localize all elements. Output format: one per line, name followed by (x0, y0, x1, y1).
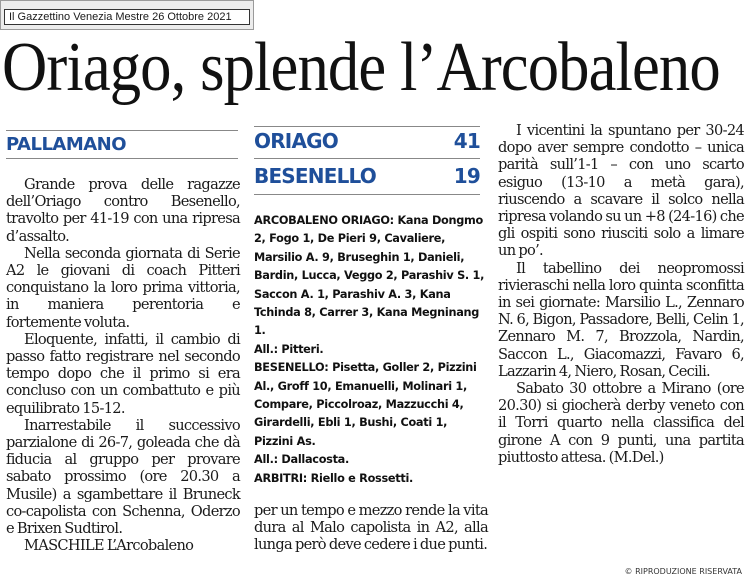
score-row-besenello (254, 163, 480, 189)
copyright: © RIPRODUZIONE RISERVATA (624, 567, 742, 576)
middle-paragraph: per un tempo e mezzo rende la vita dura al Malo capolista in A2, alla lunga però deve cedere i due punti. (254, 502, 488, 554)
score-row-oriago (254, 128, 480, 154)
score-team: BESENELLO (254, 164, 376, 188)
boxscore-coach: All.: Pitteri. (254, 342, 324, 356)
source-label: Il Gazzettino Venezia Mestre 26 Ottobre 2021 (4, 9, 250, 25)
right-paragraph: I vicentini la spuntano per 30-24 dopo aver sempre condotto – unica parità sull’1-1 – con uno scarto esiguo (13-10 a metà gara), riuscendo a scavare il solco nella ripresa volando su un +8 (24-16) che gli ospiti sono riusciti solo a limare un po’. (498, 122, 744, 260)
right-paragraph: Sabato 30 ottobre a Mirano (ore 20.30) si giocherà derby veneto con il Torri quarto nella classifica del girone A con 9 punti, una partita piuttosto attesa. (M.Del.) (498, 380, 744, 466)
score-rule-middle (254, 158, 480, 159)
source-tab (0, 0, 254, 30)
score-points: 19 (453, 164, 480, 188)
left-paragraph: Eloquente, infatti, il cambio di passo fatto registrare nel secondo tempo dopo che il primo si era concluso con un combattuto e più equilibrato 15-12. (6, 330, 240, 417)
left-paragraph: Nella seconda giornata di Serie A2 le giovani di coach Pitteri conquistano la loro prima vittoria, in maniera perentoria e fortemente voluta. (6, 244, 240, 331)
boxscore-lineup: BESENELLO: Pisetta, Goller 2, Pizzini Al., Groff 10, Emanuelli, Molinari 1, Compare, Piccolroaz, Mazzucchi 4, Girardelli, Ebli 1, Bushi, Coati 1, Pizzini As. (254, 361, 477, 448)
left-paragraph: Grande prova delle ragazze dell’Oriago contro Besenello, travolto per 41-19 con una ripresa d’assalto. (6, 176, 240, 245)
left-paragraph: Inarrestabile il successivo parzialone di 26-7, goleada che dà fiducia al gruppo per provare sabato prossimo (ore 20.30 a Musile) a sgambettare il Bruneck co-capolista con Schenna, Oderzo e Brixen Sudtirol. (6, 416, 240, 538)
score-points: 41 (453, 129, 480, 153)
headline: Oriago, splende l’Arcobaleno (2, 29, 720, 106)
left-paragraph: MASCHILE L’Arcobaleno (24, 537, 194, 555)
right-paragraph: Il tabellino dei neopromossi rivieraschi nella loro quinta sconfitta in sei giornate: Marsilio L., Zennaro N. 6, Bigon, Passadore, Belli, Celin 1, Zennaro M. 7, Brozzola, Nardin, Saccon L., Giacomazzi, Favaro 6, Lazzarin 4, Niero, Rosan, Cecili. (498, 259, 744, 380)
boxscore-referees: ARBITRI: Riello e Rossetti. (254, 471, 414, 485)
right-column (498, 122, 744, 466)
section-rule-left (6, 130, 238, 131)
boxscore-coach: All.: Dallacosta. (254, 453, 349, 467)
section-rule-left-bottom (6, 158, 238, 159)
score-rule-top (254, 126, 480, 127)
boxscore (254, 212, 486, 488)
boxscore-lineup: ARCOBALENO ORIAGO: Kana Dongmo 2, Fogo 1, De Pieri 9, Cavaliere, Marsilio A. 9, Bruseghin 1, Danieli, Bardin, Lucca, Veggo 2, Parashiv S. 1, Saccon A. 1, Parashiv A. 3, Kana Tchinda 8, Carrer 3, Kana Megninang 1. (254, 214, 485, 338)
left-column (6, 176, 240, 554)
score-team: ORIAGO (254, 129, 338, 153)
section-title: PALLAMANO (6, 134, 127, 155)
middle-bottom-text (254, 502, 488, 554)
score-rule-bottom (254, 194, 480, 195)
